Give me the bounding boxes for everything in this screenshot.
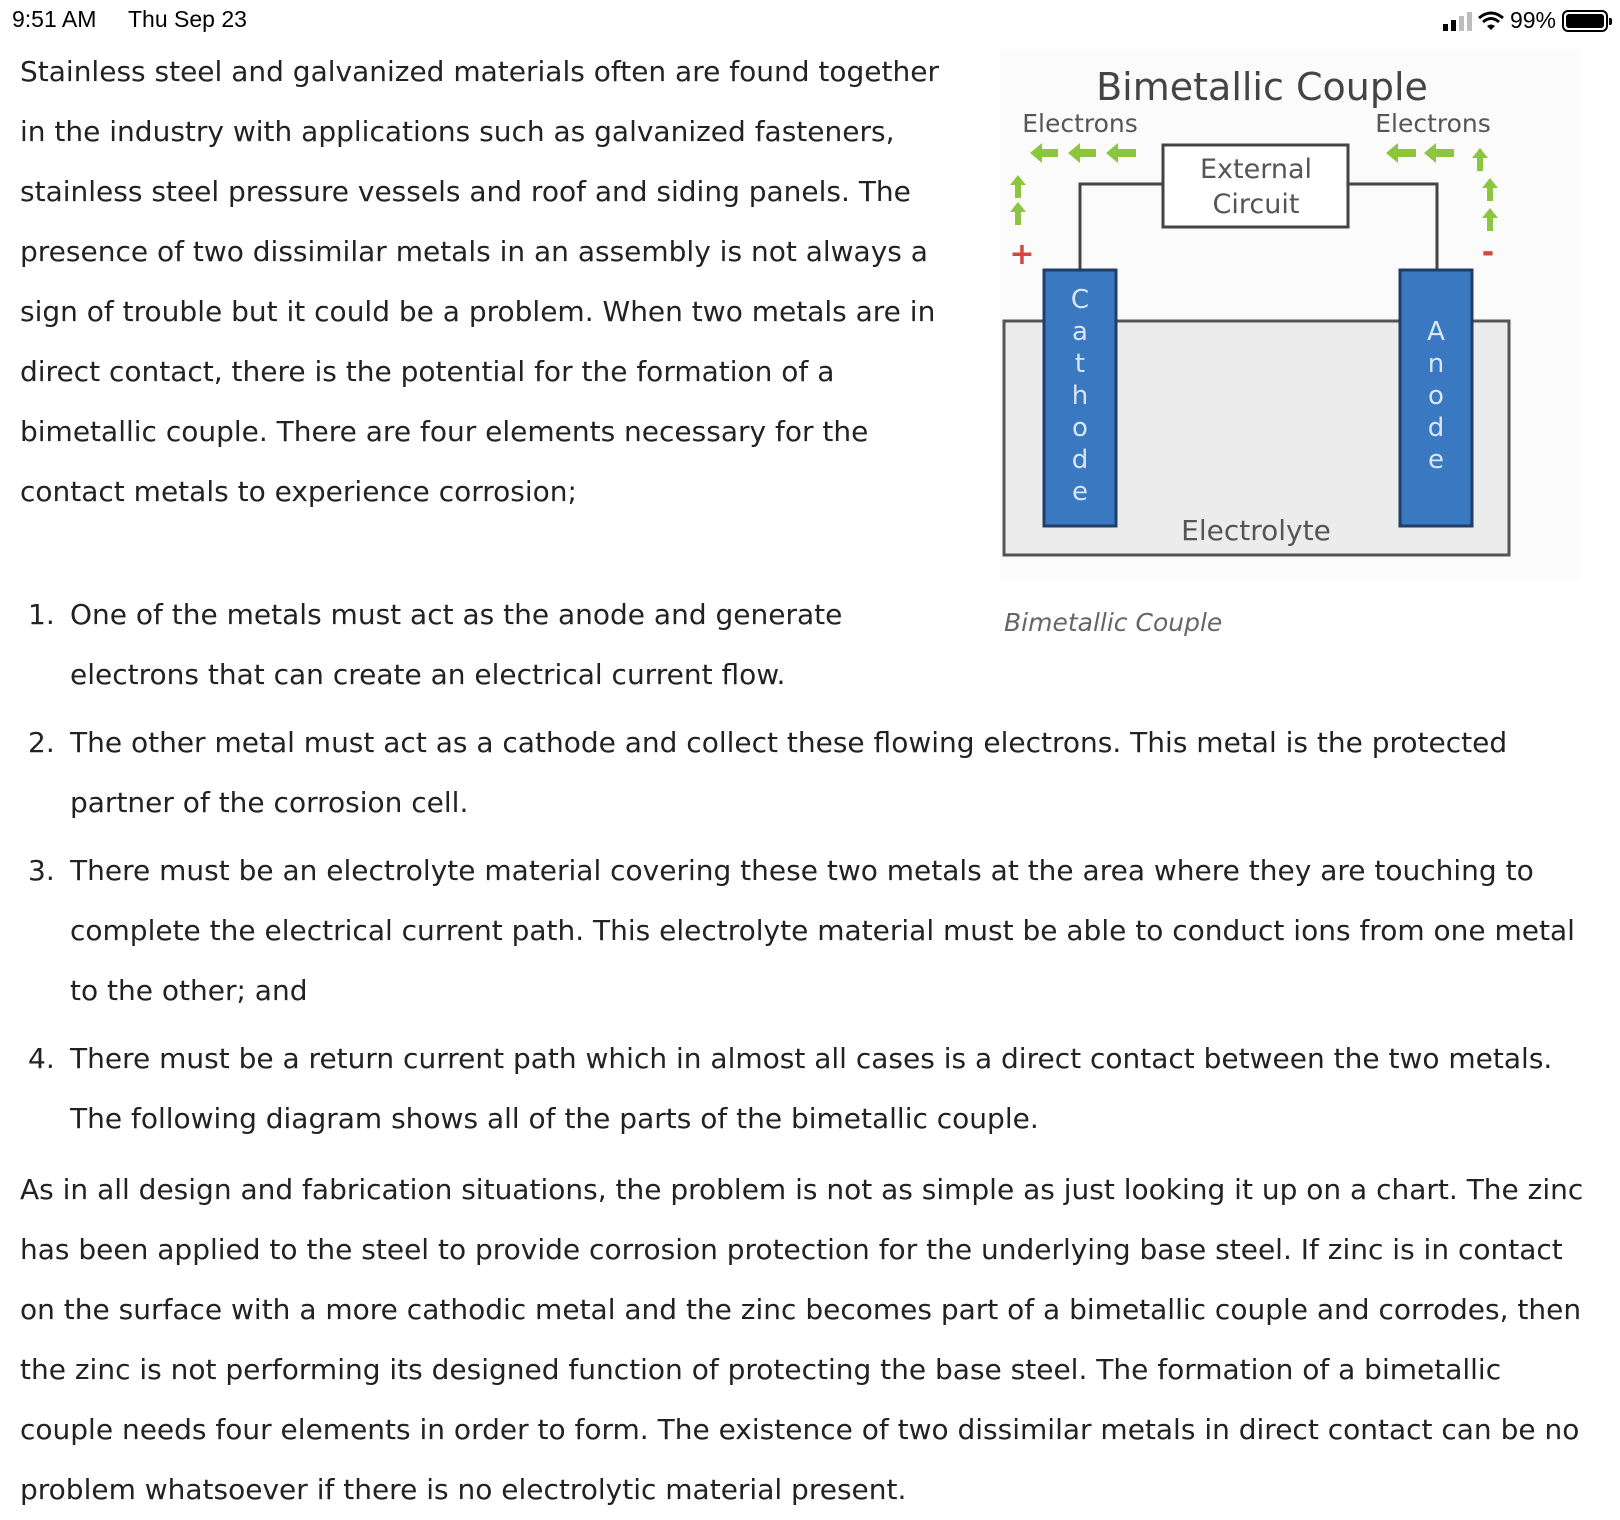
anode-letter: A [1427,317,1445,347]
signal-icon [1443,11,1472,31]
figure-caption: Bimetallic Couple [1004,608,1223,637]
list-item [20,585,930,705]
cathode-letter: e [1072,477,1088,507]
cathode-letter: o [1072,413,1088,443]
battery-icon [1562,10,1608,32]
cathode-letter: C [1070,285,1090,315]
anode-letter: e [1428,445,1444,475]
circuit-label-1: External [1199,154,1313,185]
circuit-label-2: Circuit [1212,189,1300,220]
list-item [20,1029,1600,1149]
list-number: 3. [28,854,55,887]
status-bar [0,0,1620,40]
cathode-letter: t [1074,349,1086,379]
list-number: 2. [28,726,55,759]
anode-label [1427,317,1445,475]
status-time: 9:51 AM [12,6,97,32]
diagram-title: Bimetallic Couple [1096,65,1428,109]
requirements-list [20,585,1600,1157]
bimetallic-figure [1000,50,1580,585]
battery-fill [1566,14,1604,28]
cathode-label [1071,285,1089,507]
status-date: Thu Sep 23 [128,6,247,32]
list-text: The other metal must act as a cathode and collect these flowing electrons. This metal is the protected partner of the corrosion cell. [70,726,1508,819]
list-item [20,841,1600,1021]
anode-letter: o [1428,381,1444,411]
status-indicators [1443,7,1608,34]
plus-sign: + [1009,237,1035,272]
list-number: 4. [28,1042,55,1075]
list-item [20,713,1600,833]
battery-percent: 99% [1509,7,1556,33]
wifi-icon [1478,11,1504,31]
cathode-letter: h [1071,381,1089,411]
list-text: There must be a return current path which in almost all cases is a direct contact between the two metals. The following diagram shows all of the parts of the bimetallic couple. [70,1042,1553,1135]
outro-paragraph: As in all design and fabrication situations, the problem is not as simple as just looking it up on a chart. The zinc has been applied to the steel to provide corrosion protection for the underlying base steel. If zinc is in contact on the surface with a more cathodic metal and the zinc becomes part of a bimetallic couple and corrodes, then the zinc is not performing its designed function of protecting the base steel. The formation of a bimetallic couple needs four elements in order to form. The existence of two dissimilar metals in direct contact can be no problem whatsoever if there is no electrolytic material present. [20,1173,1584,1506]
cathode-letter: d [1071,445,1089,475]
cathode-letter: a [1072,317,1088,347]
electrolyte-label: Electrolyte [1181,514,1331,547]
electrons-right-label: Electrons [1375,109,1491,138]
minus-sign: - [1481,235,1495,270]
list-text: There must be an electrolyte material covering these two metals at the area where they are touching to complete the electrical current path. This electrolyte material must be able to conduct ions from one metal to the other; and [70,854,1575,1007]
list-number: 1. [28,598,55,631]
intro-paragraph: Stainless steel and galvanized materials often are found together in the industry with applications such as galvanized fasteners, stainless steel pressure vessels and roof and siding panels. The presence of two dissimilar metals in an assembly is not always a sign of trouble but it could be a problem. When two metals are in direct contact, there is the potential for the formation of a bimetallic couple. There are four elements necessary for the contact metals to experience corrosion; [20,55,939,508]
bimetallic-diagram [1000,50,1580,580]
list-text: One of the metals must act as the anode and generate electrons that can create an electrical current flow. [70,598,843,691]
electrons-left-label: Electrons [1022,109,1138,138]
anode-letter: n [1427,349,1445,379]
anode-letter: d [1427,413,1445,443]
